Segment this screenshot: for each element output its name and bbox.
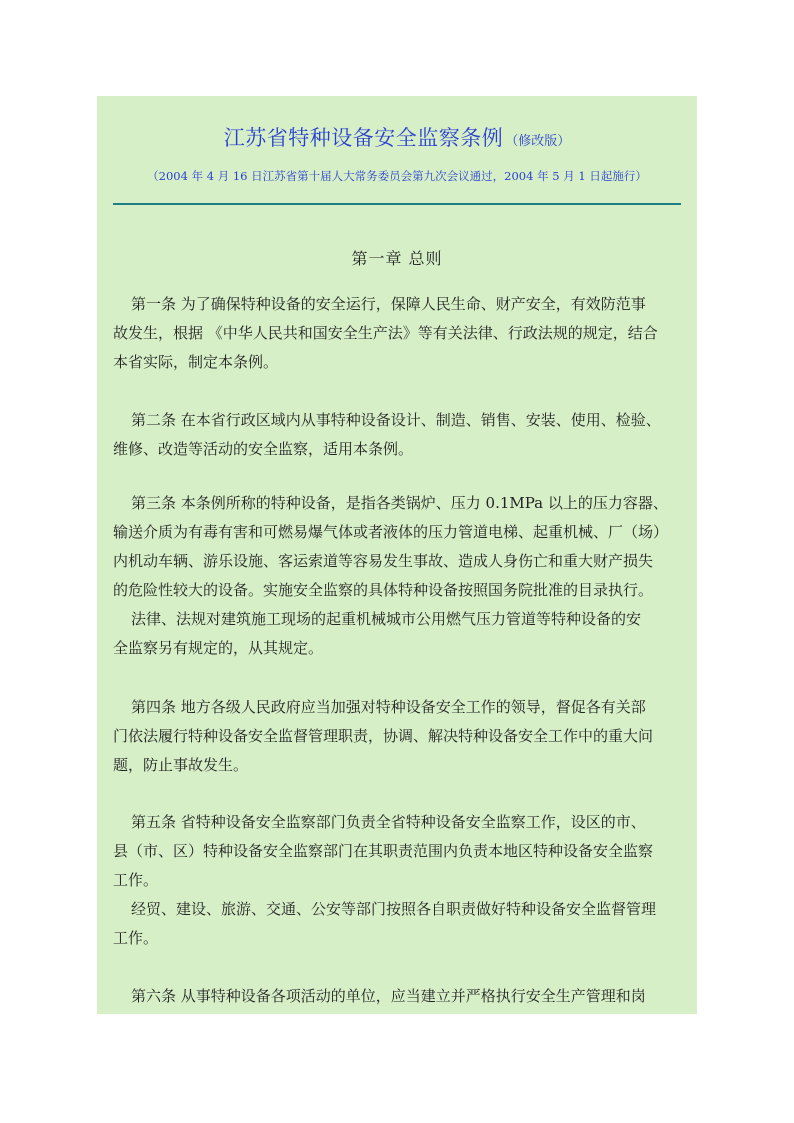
article-line: 全监察另有规定的，从其规定。 <box>113 639 324 657</box>
article-2 <box>113 406 687 464</box>
article-line: 法律、法规对建筑施工现场的起重机械城市公用燃气压力管道等特种设备的安 <box>131 610 642 628</box>
article-3 <box>113 489 687 663</box>
document-subtitle: （2004 年 4 月 16 日江苏省第十届人大常务委员会第九次会议通过，2004 年 5 月 1 日起施行） <box>147 169 647 183</box>
article-line: 第一条 为了确保特种设备的安全运行，保障人民生命、财产安全，有效防范事 <box>131 295 646 313</box>
chapter-heading: 第一章 总则 <box>351 249 443 268</box>
article-1 <box>113 290 687 377</box>
article-line: 维修、改造等活动的安全监察，适用本条例。 <box>113 440 414 458</box>
document-page <box>97 96 697 1014</box>
article-line: 第五条 省特种设备安全监察部门负责全省特种设备安全监察工作，设区的市、 <box>131 813 646 831</box>
article-5 <box>113 808 687 953</box>
article-line: 内机动车辆、游乐设施、客运索道等容易发生事故、造成人身伤亡和重大财产损失 <box>113 552 654 570</box>
article-line: 经贸、建设、旅游、交通、公安等部门按照各自职责做好特种设备安全监督管理 <box>131 900 657 918</box>
article-line: 第二条 在本省行政区域内从事特种设备设计、制造、销售、安装、使用、检验、 <box>131 411 661 429</box>
document-title-suffix: （修改版） <box>505 134 571 149</box>
article-line: 题，防止事故发生。 <box>113 756 249 774</box>
article-line: 工作。 <box>113 871 159 889</box>
article-line: 本省实际，制定本条例。 <box>113 353 279 371</box>
article-line: 第六条 从事特种设备各项活动的单位，应当建立并严格执行安全生产管理和岗 <box>131 987 646 1005</box>
document-title: 江苏省特种设备安全监察条例 <box>223 126 504 150</box>
article-line: 门依法履行特种设备安全监督管理职责，协调、解决特种设备安全工作中的重大问 <box>113 727 654 745</box>
article-6 <box>113 982 687 1011</box>
article-4 <box>113 693 687 780</box>
article-line: 的危险性较大的设备。实施安全监察的具体特种设备按照国务院批准的目录执行。 <box>113 581 654 599</box>
article-line: 故发生，根据 《中华人民共和国安全生产法》等有关法律、行政法规的规定，结合 <box>113 324 658 342</box>
article-line: 第三条 本条例所称的特种设备，是指各类锅炉、压力 0.1MPa 以上的压力容器、 <box>131 494 668 512</box>
article-line: 第四条 地方各级人民政府应当加强对特种设备安全工作的领导，督促各有关部 <box>131 698 646 716</box>
title-divider <box>113 203 681 205</box>
article-line: 输送介质为有毒有害和可燃易爆气体或者液体的压力管道电梯、起重机械、厂（场） <box>113 523 669 541</box>
document-title-row <box>97 122 697 152</box>
article-line: 县（市、区）特种设备安全监察部门在其职责范围内负责本地区特种设备安全监察 <box>113 842 654 860</box>
article-line: 工作。 <box>113 929 159 947</box>
